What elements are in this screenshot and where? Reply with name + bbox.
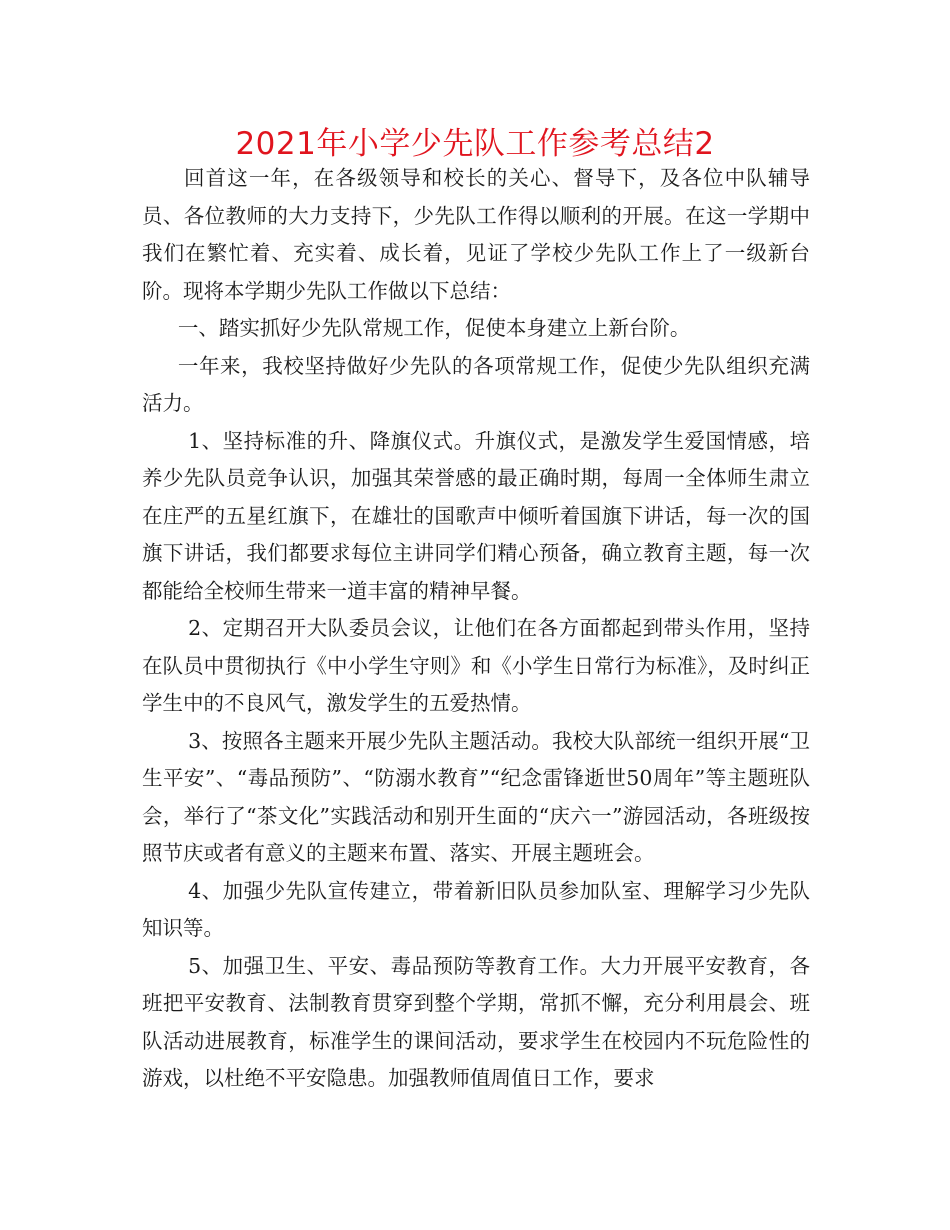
paragraph-item-1: 1、坚持标准的升、降旗仪式。升旗仪式，是激发学生爱国情感，培养少先队员竞争认识，加强其荣誉感的最正确时期，每周一全体师生肃立在庄严的五星红旗下，在雄壮的国歌声中倾听着国旗下讲话，每一次的国旗下讲话，我们都要求每位主讲同学们精心预备，确立教育主题，每一次都能给全校师生带来一道丰富的精神早餐。 — [142, 428, 810, 603]
paragraph-section-1-heading: 一、踏实抓好少先队常规工作，促使本身建立上新台阶。 — [177, 316, 691, 340]
paragraph-intro: 回首这一年，在各级领导和校长的关心、督导下，及各位中队辅导员、各位教师的大力支持下，少先队工作得以顺利的开展。在这一学期中我们在繁忙着、充实着、成长着，见证了学校少先队工作上了一级新台阶。现将本学期少先队工作做以下总结： — [142, 166, 810, 303]
paragraph-item-3: 3、按照各主题来开展少先队主题活动。我校大队部统一组织开展“卫生平安”、“毒品预防”、“防溺水教育”“纪念雷锋逝世50周年”等主题班队会，举行了“茶文化”实践活动和别开生面的“庆六一”游园活动，各班级按照节庆或者有意义的主题来布置、落实、开展主题班会。 — [142, 728, 810, 865]
document-body — [142, 160, 810, 1098]
paragraph-item-2: 2、定期召开大队委员会议，让他们在各方面都起到带头作用，坚持在队员中贯彻执行《中小学生守则》和《小学生日常行为标准》，及时纠正学生中的不良风气，激发学生的五爱热情。 — [142, 616, 810, 715]
paragraph-section-1-lead: 一年来，我校坚持做好少先队的各项常规工作，促使少先队组织充满活力。 — [142, 353, 810, 415]
document-title: 2021年小学少先队工作参考总结2 — [235, 126, 715, 162]
paragraph-item-5: 5、加强卫生、平安、毒品预防等教育工作。大力开展平安教育，各班把平安教育、法制教育贯穿到整个学期，常抓不懈，充分利用晨会、班队活动进展教育，标准学生的课间活动，要求学生在校园内不玩危险性的游戏，以杜绝不平安隐患。加强教师值周值日工作，要求 — [142, 953, 810, 1090]
paragraph-item-4: 4、加强少先队宣传建立，带着新旧队员参加队室、理解学习少先队知识等。 — [142, 878, 810, 940]
